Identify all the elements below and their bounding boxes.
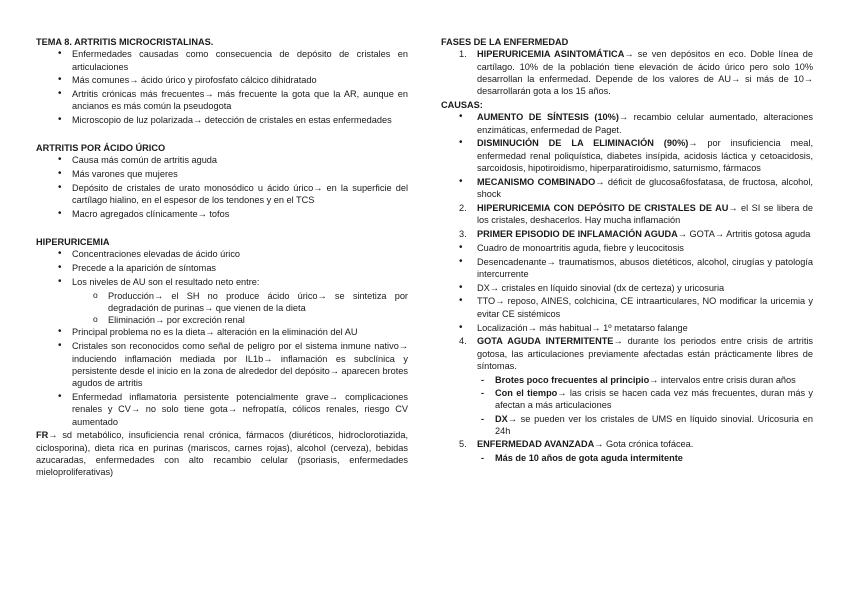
sub-list-item: o Eliminación→ por excreción renal [36,314,408,326]
list-item: • TTO→ reposo, AINES, colchicina, CE intraarticulares, NO modificar la uricemia y evitar CE sistémicos [441,295,813,320]
list-hiperuricemia [36,248,408,428]
phase-4: 4. GOTA AGUDA INTERMITENTE→ durante los periodos entre crisis de artritis gotosa, las articulaciones previamente afectadas están prácticamente libres de síntomas. [459,336,814,371]
list-item: • Más varones que mujeres [36,168,408,180]
list-item: • Más comunes→ ácido úrico y pirofosfato cálcico dihidratado [36,74,408,86]
list-item: • Principal problema no es la dieta→ alteración en la eliminación del AU [36,326,408,338]
risk-factors-text: sd metabólico, insuficiencia renal crónica, fármacos (diuréticos, hidroclorotiazida, ciclosporina), dieta rica en purinas (mariscos, carnes rojas), alcohol (cerveza), bebidas azucaradas, enfermedades con alto recambio celular (psoriasis, enfermedades mieloproliferativas) [36,430,408,478]
list-item: • Cuadro de monoartritis aguda, fiebre y leucocitosis [441,242,813,254]
section-title-fases: FASES DE LA ENFERMEDAD [441,37,569,47]
section-title-acido-urico: ARTRITIS POR ÁCIDO ÚRICO [36,143,166,154]
list-item: • Enfermedad inflamatoria persistente potencialmente grave→ complicaciones renales y CV→ no solo tiene gota→ nefropatía, cólicos renales, riesgo CV aumentado [36,391,408,428]
section-title-hiperuricemia: HIPERURICEMIA [36,236,110,247]
list-item: • Precede a la aparición de síntomas [36,262,408,274]
list-item: • DX→ cristales en líquido sinovial (dx de certeza) y uricosuria [441,282,813,294]
list-item: • Localización→ más habitual→ 1º metatarso falange [441,322,813,334]
list-acido-urico [36,154,408,220]
causes-heading: CAUSAS: [441,99,483,110]
section-title-microcristalinas: TEMA 8. ARTRITIS MICROCRISTALINAS. [36,37,214,47]
cause-item: • MECANISMO COMBINADO→ déficit de glucosa6fosfatasa, de fructosa, alcohol, shock [441,176,813,201]
risk-factors-paragraph [36,429,408,478]
phase-5: 5. ENFERMEDAD AVANZADA→ Gota crónica tofácea. [459,439,694,450]
dash-item: - Con el tiempo→ las crisis se hacen cada vez más frecuentes, duran más y afectan a más articulaciones [441,387,813,412]
dash-item: - Brotes poco frecuentes al principio→ intervalos entre crisis duran años [441,374,813,386]
list-item: • Cristales son reconocidos como señal de peligro por el sistema inmune nativo→ induciendo inflamación mediada por IL1b→ inflamación es subclínica y persistente desde el inicio en la zona de alrededor del depósito→ aparecen brotes agudos de artritis [36,340,408,389]
list-item: • Causa más común de artritis aguda [36,154,408,166]
left-column [36,36,408,479]
right-column [441,36,813,465]
list-item: • Desencadenante→ traumatismos, abusos dietéticos, alcohol, cirugías y patología intercurrente [441,256,813,281]
dash-item: - DX→ se pueden ver los cristales de UMS en líquido sinovial. Uricosuria en 24h [441,413,813,438]
list-item: • Artritis crónicas más frecuentes→ más frecuente la gota que la AR, aunque en ancianos es más común la pseudogota [36,88,408,113]
list-microcristalinas [36,48,408,126]
phase-2: 2. HIPERURICEMIA CON DEPÓSITO DE CRISTALES DE AU→ el SI se libera de los cristales, deshacerlos. Hay mucha inflamación [459,202,813,226]
cause-item: • AUMENTO DE SÍNTESIS (10%)→ recambio celular aumentado, alteraciones enzimáticas, enfermedad de Paget. [441,111,813,136]
risk-factors-label: FR→ [36,430,58,441]
phase-1: 1. HIPERURICEMIA ASINTOMÁTICA→ se ven depósitos en eco. Doble línea de cartílago. 10% de la población tiene elevación de ácido úrico pero solo 10% desarrollan la enfermedad. Depende de los valores de AU→ si más de 10→ desarrollarán gota a los 15 años. [459,49,814,97]
cause-item: • DISMINUCIÓN DE LA ELIMINACIÓN (90%)→ por insuficiencia meal, enfermedad renal poliquística, diabetes insípida, acidosis láctica y cetoacidosis, sarcoidosis, hipotiroidismo, hiperparatiroidismo, saturnismo, fármacos [441,137,813,174]
list-item: • Concentraciones elevadas de ácido úrico [36,248,408,260]
list-item: • Los niveles de AU son el resultado neto entre: [36,276,408,288]
list-item: • Enfermedades causadas como consecuencia de depósito de cristales en articulaciones [36,48,408,73]
sub-list-item: o Producción→ el SH no produce ácido úrico→ se sintetiza por degradación de purinas→ que vienen de la dieta [36,290,408,315]
list-item: • Microscopio de luz polarizada→ detección de cristales en estas enfermedades [36,114,408,126]
dash-item: - Más de 10 años de gota aguda intermitente [441,452,813,464]
list-item: • Macro agregados clínicamente→ tofos [36,208,408,220]
list-item: • Depósito de cristales de urato monosódico u ácido úrico→ en la superficie del cartílago hialino, en el espesor de los tendones y en el TCS [36,182,408,207]
phase-3: 3. PRIMER EPISODIO DE INFLAMACIÓN AGUDA→ GOTA→ Artritis gotosa aguda [459,228,811,239]
